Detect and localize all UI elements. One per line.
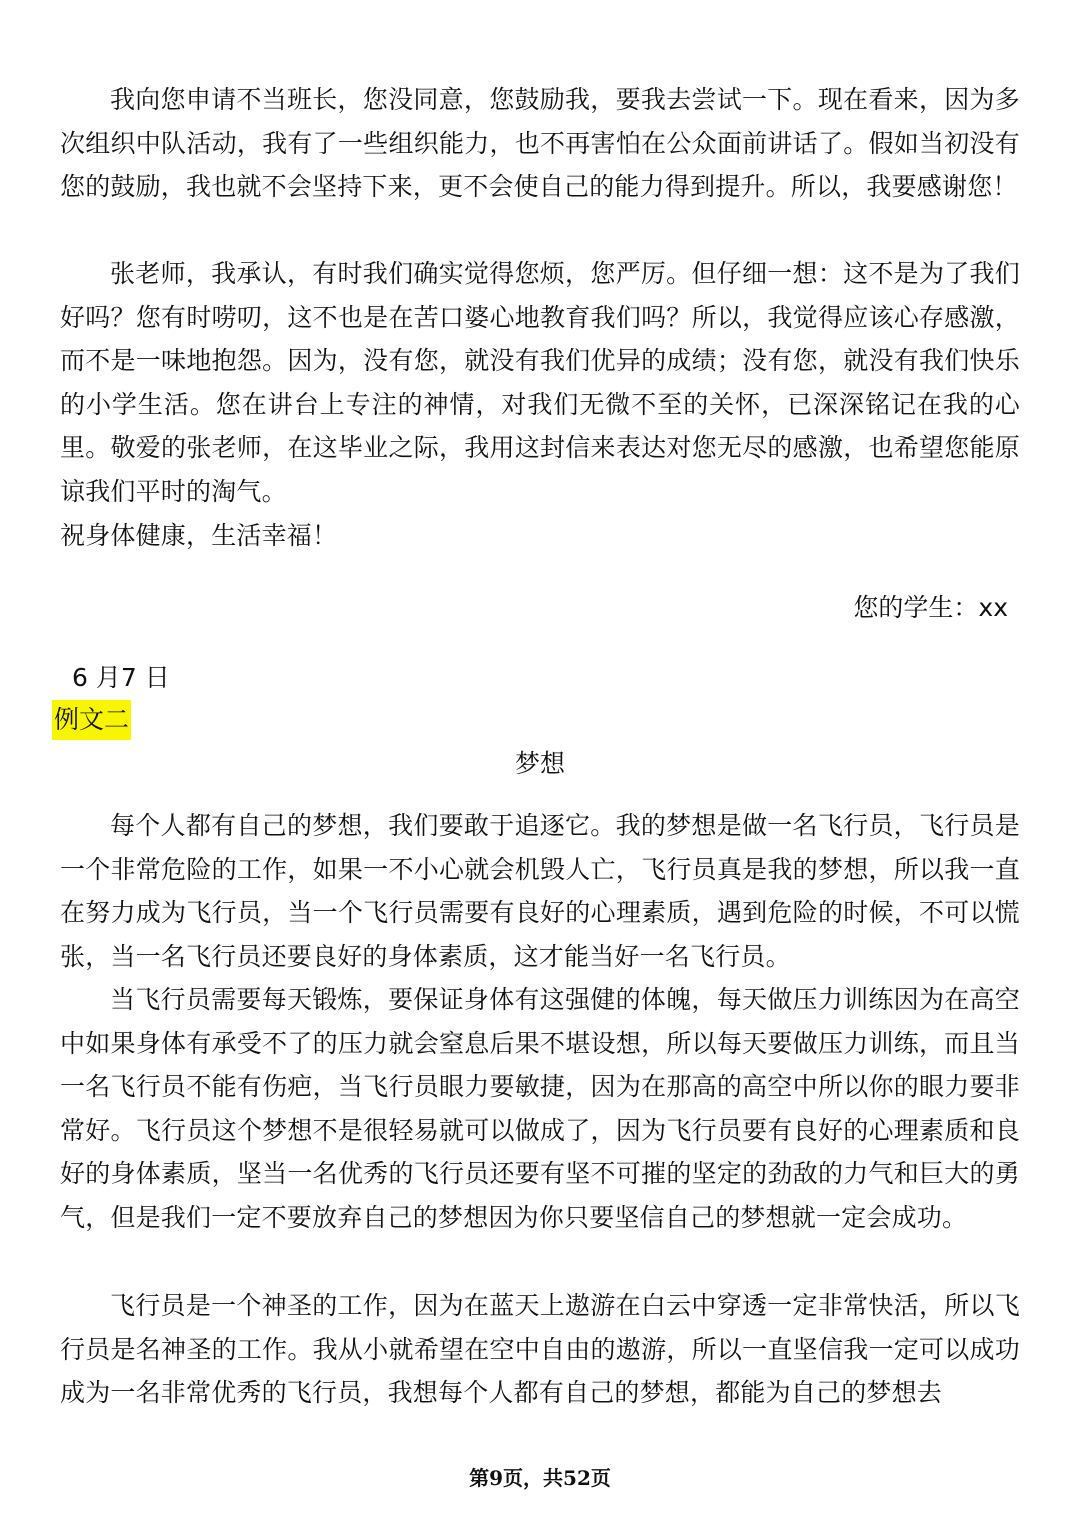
essay-paragraph-3: 飞行员是一个神圣的工作，因为在蓝天上遨游在白云中穿透一定非常快活，所以飞行员是名神圣的工作。我从小就希望在空中自由的遨游，所以一直坚信我一定可以成功成为一名非常优秀的飞行员，我想每个人都有自己的梦想，都能为自己的梦想去	[60, 1291, 1020, 1407]
essay-paragraph-1: 每个人都有自己的梦想，我们要敢于追逐它。我的梦想是做一名飞行员，飞行员是一个非常危险的工作，如果一不小心就会机毁人亡，飞行员真是我的梦想，所以我一直在努力成为飞行员，当一个飞行员需要有良好的心理素质，遇到危险的时候，不可以慌张，当一名飞行员还要良好的身体素质，这才能当好一名飞行员。	[60, 811, 1020, 971]
letter-signature: 您的学生：xx	[853, 593, 1008, 622]
essay-paragraph-2: 当飞行员需要每天锻炼，要保证身体有这强健的体魄，每天做压力训练因为在高空中如果身体有承受不了的压力就会窒息后果不堪设想，所以每天要做压力训练，而且当一名飞行员不能有伤疤，当飞行员眼力要敏捷，因为在那高的高空中所以你的眼力要非常好。飞行员这个梦想不是很轻易就可以做成了，因为飞行员要有良好的心理素质和良好的身体素质，坚当一名优秀的飞行员还要有坚不可摧的坚定的劲敌的力气和巨大的勇气，但是我们一定不要放弃自己的梦想因为你只要坚信自己的梦想就一定会成功。	[60, 985, 1020, 1232]
letter-closing: 祝身体健康，生活幸福！	[60, 521, 338, 550]
example-label-highlight: 例文二	[52, 700, 131, 740]
letter-paragraph-1: 我向您申请不当班长，您没同意，您鼓励我，要我去尝试一下。现在看来，因为多次组织中队活动，我有了一些组织能力，也不再害怕在公众面前讲话了。假如当初没有您的鼓励，我也就不会坚持下来，更不会使自己的能力得到提升。所以，我要感谢您！	[60, 85, 1020, 201]
letter-paragraph-2: 张老师，我承认，有时我们确实觉得您烦，您严厉。但仔细一想：这不是为了我们好吗？您有时唠叨，这不也是在苦口婆心地教育我们吗？所以，我觉得应该心存感激，而不是一味地抱怨。因为，没有您，就没有我们优异的成绩；没有您，就没有我们快乐的小学生活。您在讲台上专注的神情，对我们无微不至的关怀，已深深铭记在我的心里。敬爱的张老师，在这毕业之际，我用这封信来表达对您无尽的感激，也希望您能原谅我们平时的淘气。	[60, 259, 1020, 506]
letter-date: 6 月7 日	[72, 663, 170, 692]
essay-title: 梦想	[514, 749, 565, 778]
page-number-footer: 第9页，共52页	[469, 1466, 611, 1490]
